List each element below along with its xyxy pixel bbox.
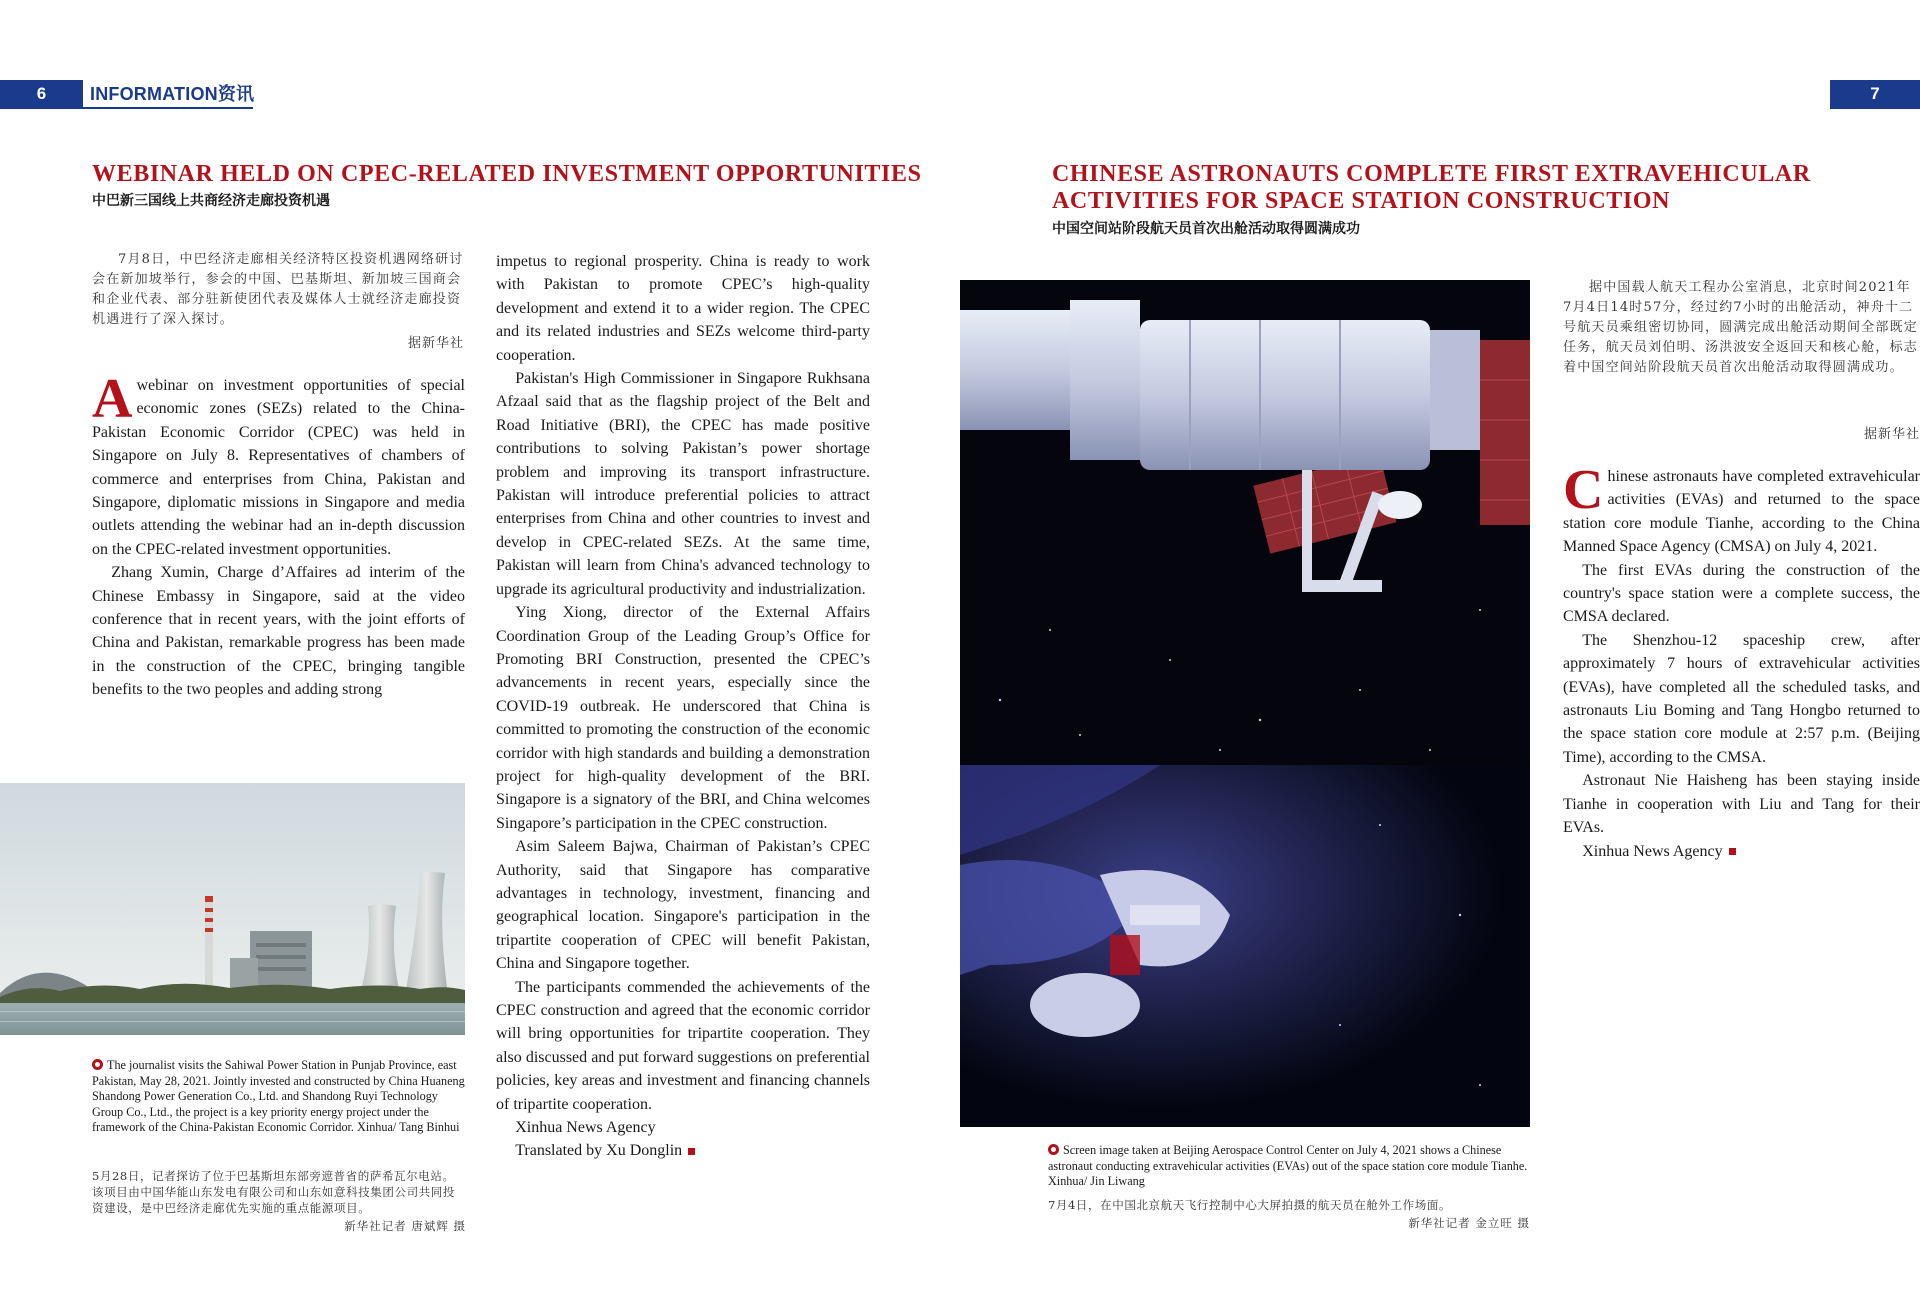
space-station-photo: [960, 280, 1530, 765]
article1-headline: WEBINAR HELD ON CPEC-RELATED INVESTMENT OPPORTUNITIES: [92, 161, 922, 187]
end-mark-icon: [1729, 848, 1736, 855]
article1-col2-paragraph-1: impetus to regional prosperity. China is ready to work with Pakistan to promote CPEC’s high-quality development and extend it to a wider region. The CPEC and its related industries and SEZs welcome third-party cooperation.: [496, 253, 870, 364]
article2-headline-line1: CHINESE ASTRONAUTS COMPLETE FIRST EXTRAVEHICULAR: [1052, 161, 1811, 187]
article1-col2-paragraph-3: Ying Xiong, director of the External Affairs Coordination Group of the Leading Group’s Office for Promoting BRI Construction, presented the CPEC’s advancements in recent years, especially since the COVID-19 outbreak. He underscored that China is committed to promoting the construction of the economic corridor with high standards and building a demonstration project for high-quality development of the BRI. Singapore is a signatory of the BRI, and China welcomes Singapore’s participation in the CPEC construction.: [496, 604, 870, 832]
article1-photo-caption-cn: 5月28日，记者探访了位于巴基斯坦东部旁遮普省的萨希瓦尔电站。该项目由中国华能山东发电有限公司和山东如意科技集团公司共同投资建设，是中巴经济走廊优先实施的重点能源项目。: [92, 1169, 455, 1215]
article1-photo-credit-cn: 新华社记者 唐斌辉 摄: [344, 1219, 466, 1233]
article1-dropcap: A: [92, 368, 133, 430]
article2-byline: Xinhua News Agency: [1563, 840, 1920, 863]
article2-photo-credit-cn: 新华社记者 金立旺 摄: [1408, 1216, 1530, 1230]
article1-byline-agency: Xinhua News Agency: [515, 1119, 656, 1137]
article1-byline-translator: Translated by Xu Donglin: [496, 1139, 870, 1162]
article2-paragraph-4: Astronaut Nie Haisheng has been staying inside Tianhe in cooperation with Liu and Tang for their EVAs.: [1563, 772, 1920, 837]
article2-column: [1563, 459, 1920, 863]
power-station-photo: [0, 783, 465, 1035]
article2-paragraph-3: The Shenzhou-12 spaceship crew, after approximately 7 hours of extravehicular activities (EVAs), have completed all the scheduled tasks, and astronauts Liu Boming and Tang Hongbo returned to the space station core module at 2:57 p.m. (Beijing Time), according to the CMSA.: [1563, 631, 1920, 766]
article2-photo-caption-en: Screen image taken at Beijing Aerospace Control Center on July 4, 2021 shows a Chinese astronaut conducting extravehicular activities (EVAs) out of the space station core module Tianhe. Xinhua/ Jin Liwang: [1048, 1143, 1528, 1189]
header-rule-right: [1830, 107, 1920, 109]
article2-subhead-cn: 中国空间站阶段航天员首次出舱活动取得圆满成功: [1052, 221, 1360, 237]
article2-dropcap: C: [1563, 459, 1604, 521]
article2-paragraph-1: Chinese astronauts have completed extravehicular activities (EVAs) and returned to the space station core module Tianhe, according to the China Manned Space Agency (CMSA) on July 4, 2021.: [1563, 459, 1920, 556]
article1-photo-caption-en: The journalist visits the Sahiwal Power Station in Punjab Province, east Pakistan, May 28, 2021. Jointly invested and constructed by China Huaneng Shandong Power Generation Co., Ltd. and Shandong Ruyi Technology Group Co., Ltd., the project is a key priority energy project under the framework of the China-Pakistan Economic Corridor. Xinhua/ Tang Binhui: [92, 1058, 465, 1135]
article1-col2-paragraph-2: Pakistan's High Commissioner in Singapore Rukhsana Afzaal said that as the flagship project of the Belt and Road Initiative (BRI), the CPEC has made positive contributions to solving Pakistan’s power shortage problem and improving its transport infrastructure. Pakistan will introduce preferential policies to attract enterprises from China and other countries to invest and develop in CPEC-related SEZs. At the same time, Pakistan will learn from China's advanced technology to upgrade its agricultural productivity and industrialization.: [496, 370, 870, 598]
article1-column-2: [496, 250, 870, 1163]
article2-headline-line2: ACTIVITIES FOR SPACE STATION CONSTRUCTION: [1052, 188, 1671, 214]
section-label: INFORMATION资讯: [90, 84, 255, 104]
right-page-number: 7: [1830, 80, 1920, 107]
article2-paragraph-2: The first EVAs during the construction of the country's space station were a complete success, the CMSA declared.: [1563, 561, 1920, 626]
article2-summary-cn: 据中国载人航天工程办公室消息，北京时间2021年7月4日14时57分，经过约7小时的出舱活动，神舟十二号航天员乘组密切协同，圆满完成出舱活动期间全部既定任务，航天员刘伯明、汤洪波安全返回天和核心舱，标志着中国空间站阶段航天员首次出舱活动取得圆满成功。: [1563, 280, 1919, 375]
left-page-number: 6: [0, 80, 83, 107]
camera-icon: [1048, 1144, 1059, 1155]
article2-photo-caption-cn: 7月4日，在中国北京航天飞行控制中心大屏拍摄的航天员在舱外工作场面。: [1048, 1198, 1452, 1212]
article1-col2-paragraph-4: Asim Saleem Bajwa, Chairman of Pakistan’s CPEC Authority, said that Singapore has comparative advantages in technology, investment, financing and geographical location. Singapore's participation in the tripartite cooperation of CPEC will benefit Pakistan, China and Singapore together.: [496, 838, 870, 973]
end-mark-icon: [688, 1148, 695, 1155]
article1-subhead-cn: 中巴新三国线上共商经济走廊投资机遇: [92, 193, 330, 209]
article1-col1-paragraph-2: Zhang Xumin, Charge d’Affaires ad interim of the Chinese Embassy in Singapore, said at the video conference that in recent years, with the joint efforts of China and Pakistan, remarkable progress has been made in the construction of the CPEC, bringing tangible benefits to the two peoples and adding strong: [92, 564, 465, 699]
article2-summary-source: 据新华社: [1863, 427, 1920, 442]
article1-summary-cn: 7月8日，中巴经济走廊相关经济特区投资机遇网络研讨会在新加坡举行，参会的中国、巴基斯坦、新加坡三国商会和企业代表、部分驻新使团代表及媒体人士就经济走廊投资机遇进行了深入探讨。: [92, 252, 464, 327]
camera-icon: [92, 1059, 103, 1070]
article1-col1-paragraph-1: Awebinar on investment opportunities of special economic zones (SEZs) related to the China-Pakistan Economic Corridor (CPEC) was held in Singapore on July 8. Representatives of chambers of commerce and enterprises from China, Pakistan and Singapore, diplomatic missions in Singapore and media outlets attending the webinar had an in-depth discussion on the CPEC-related investment opportunities.: [92, 368, 465, 558]
astronaut-eva-photo: [960, 765, 1530, 1127]
header-rule-left: [0, 107, 253, 109]
article1-col2-paragraph-5: The participants commended the achievements of the CPEC construction and agreed that the economic corridor will bring opportunities for tripartite cooperation. They also discussed and put forward suggestions on preferential policies, key areas and investment and financing channels of tripartite cooperation.: [496, 978, 870, 1113]
article1-summary-source: 据新华社: [407, 336, 464, 351]
article1-column-1: [92, 368, 465, 702]
